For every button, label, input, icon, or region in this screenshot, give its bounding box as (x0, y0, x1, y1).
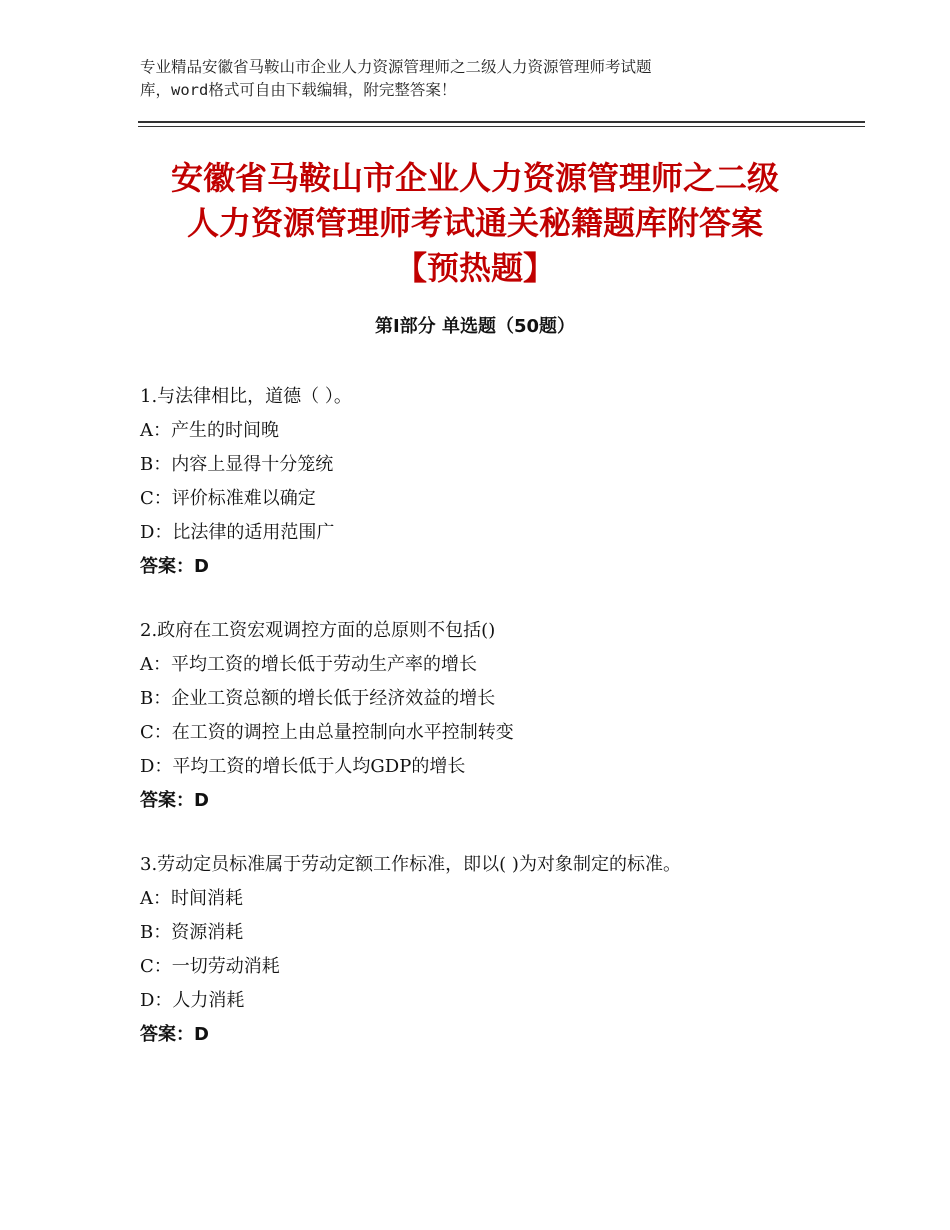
header-divider-thick (138, 121, 865, 123)
option-a: A：时间消耗 (140, 888, 243, 909)
option-c: C：一切劳动消耗 (140, 956, 280, 977)
document-title (100, 156, 850, 291)
option-d: D：人力消耗 (140, 990, 245, 1011)
document-title-line-2: 人力资源管理师考试通关秘籍题库附答案 (186, 204, 763, 242)
question-stem: 2.政府在工资宏观调控方面的总原则不包括() (140, 620, 496, 641)
answer-line: 答案：D (140, 556, 209, 577)
option-c: C：评价标准难以确定 (140, 488, 316, 509)
header-note (140, 56, 780, 102)
option-b: B：资源消耗 (140, 922, 244, 943)
question-stem: 3.劳动定员标准属于劳动定额工作标准，即以( )为对象制定的标准。 (140, 854, 681, 875)
question-1 (140, 380, 860, 584)
header-note-line-2: 库，word格式可自由下载编辑，附完整答案！ (140, 81, 457, 99)
answer-line: 答案：D (140, 1024, 209, 1045)
option-a: A：产生的时间晚 (140, 420, 279, 441)
option-a: A：平均工资的增长低于劳动生产率的增长 (140, 654, 477, 675)
header-note-line-1: 专业精品安徽省马鞍山市企业人力资源管理师之二级人力资源管理师考试题 (140, 58, 652, 76)
document-title-line-3: 【预热题】 (394, 249, 555, 287)
option-d: D：比法律的适用范围广 (140, 522, 335, 543)
document-title-line-1: 安徽省马鞍山市企业人力资源管理师之二级 (170, 159, 779, 197)
option-d: D：平均工资的增长低于人均GDP的增长 (140, 756, 466, 777)
option-b: B：企业工资总额的增长低于经济效益的增长 (140, 688, 496, 709)
question-3 (140, 848, 860, 1052)
option-b: B：内容上显得十分笼统 (140, 454, 334, 475)
option-c: C：在工资的调控上由总量控制向水平控制转变 (140, 722, 514, 743)
answer-line: 答案：D (140, 790, 209, 811)
question-list (140, 380, 860, 1082)
question-2 (140, 614, 860, 818)
section-title: 第Ⅰ部分 单选题（50题） (374, 316, 575, 337)
question-stem: 1.与法律相比，道德（ ）。 (140, 386, 352, 407)
header-divider-thin (138, 126, 865, 127)
